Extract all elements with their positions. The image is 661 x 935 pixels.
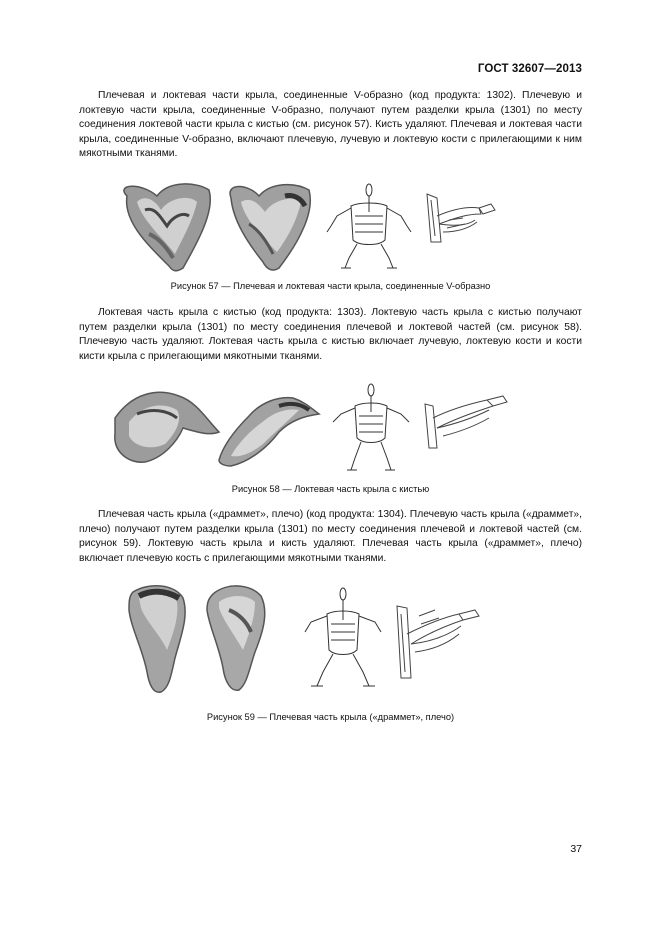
bird-skeleton-diagram [327, 184, 411, 268]
bird-skeleton-diagram [333, 384, 409, 470]
figure-59 [79, 580, 582, 698]
drumette-photo-2 [207, 586, 265, 690]
figure-57-caption: Рисунок 57 — Плечевая и локтевая части крыла, соединенные V-образно [170, 281, 491, 291]
paragraph-product-1303: Локтевая часть крыла с кистью (код продукта: 1303). Локтевую часть крыла с кистью получают путем разделки крыла (1301) по месту соединения плечевой и локтевой частей (см. рисунок 58). Плечевую часть удаляют. Локтевая часть крыла с кистью включает лучевую, локтевую кости и кости кисти крыла с прилегающими мякотными тканями. [79, 307, 582, 362]
drumette-photo-1 [129, 586, 185, 693]
document-code: ГОСТ 32607—2013 [477, 63, 582, 75]
figure-58 [79, 378, 582, 476]
figure-59-caption: Рисунок 59 — Плечевая часть крыла («драммет», плечо) [206, 712, 455, 722]
page-number: 37 [570, 843, 582, 855]
bird-skeleton-diagram [305, 588, 381, 686]
v-shaped-wing-photo-2 [230, 185, 310, 270]
wing-bone-diagram [427, 194, 495, 242]
wing-bone-diagram [397, 606, 479, 678]
forearm-wing-photo-2 [219, 398, 319, 466]
paragraph-product-1302: Плечевая и локтевая части крыла, соединенные V-образно (код продукта: 1302). Плечевую и локтевую части крыла, соединенные V-образно, получают путем разделки крыла (1301) по месту соединения локтевой части крыла с кистью (см. рисунок 57). Кисть удаляют. Плечевая и локтевая части крыла, соединенные V-образно, включают плечевую, лучевую и локтевую кости с прилегающими к ним мякотными тканями. [79, 90, 582, 159]
figure-58-caption: Рисунок 58 — Локтевая часть крыла с кистью [231, 484, 430, 494]
paragraph-product-1304: Плечевая часть крыла («драммет», плечо) (код продукта: 1304). Плечевую часть крыла («драммет», плечо) получают путем разделки крыла (1301) по месту соединения плечевой и локтевой частей (см. рисунок 59). Локтевую часть крыла и кисть удаляют. Плечевая часть крыла («драммет», плечо) включает плечевую кость с прилегающими мякотными тканями. [79, 509, 582, 564]
wing-bone-diagram [425, 396, 507, 448]
figure-57 [79, 176, 582, 274]
v-shaped-wing-photo-1 [124, 184, 210, 271]
forearm-wing-photo-1 [115, 392, 219, 462]
